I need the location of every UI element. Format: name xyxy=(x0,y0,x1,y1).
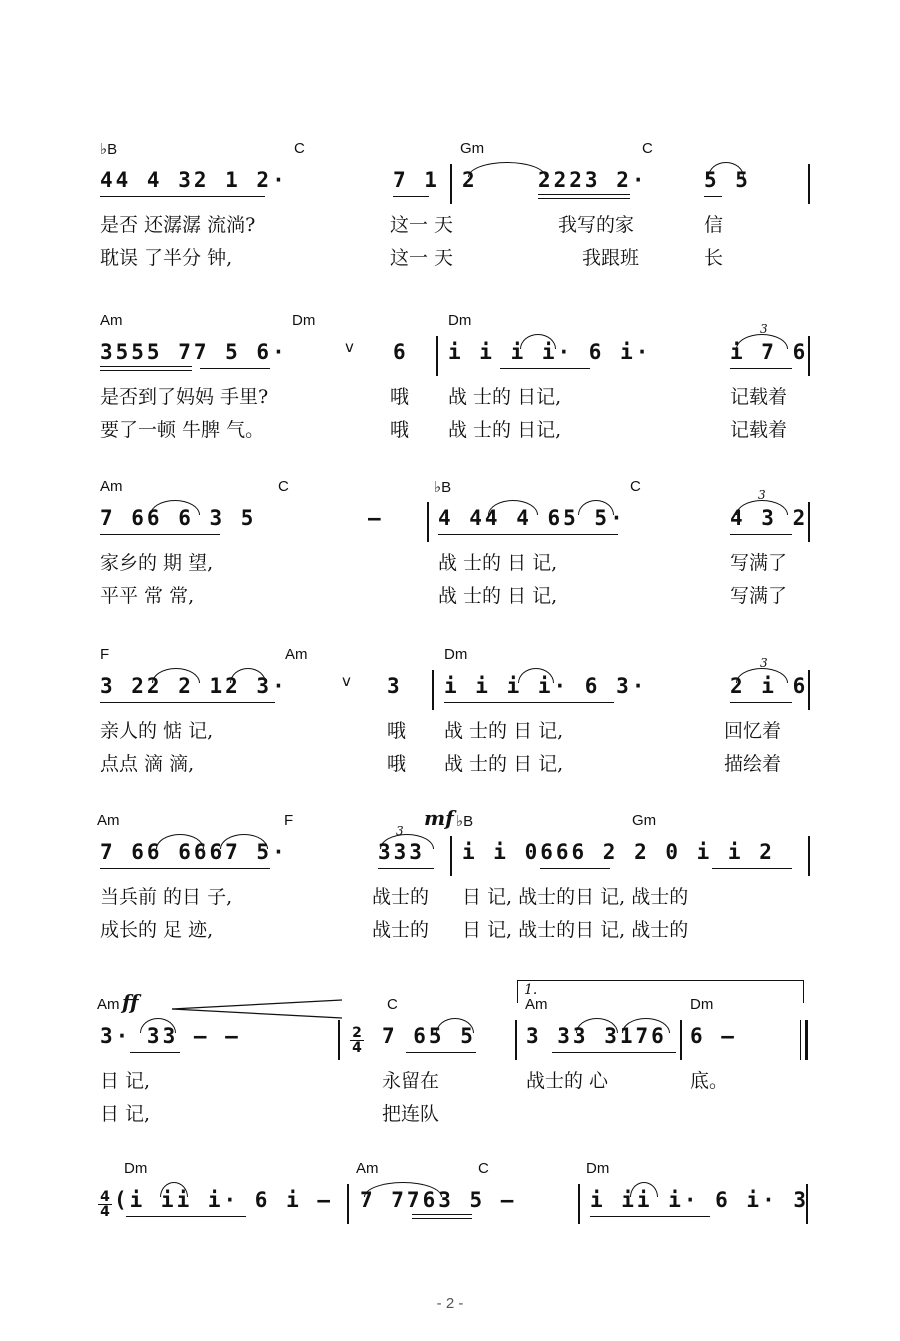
notation-segment: 7 1 xyxy=(393,168,440,192)
tie-slur xyxy=(364,1182,442,1197)
bar-line xyxy=(338,1020,340,1060)
lyric-line-1: 回忆着 xyxy=(724,720,782,742)
chord-label: Dm xyxy=(444,646,468,663)
underline-beam xyxy=(130,1052,180,1053)
bar-line xyxy=(427,502,429,542)
tie-slur xyxy=(220,834,268,849)
tie-slur xyxy=(488,500,538,515)
bar-line xyxy=(436,336,438,376)
triplet-mark: 3 xyxy=(760,656,768,670)
notation-segment: 3555 77 5 6· xyxy=(100,340,288,364)
notation-segment: 6 – xyxy=(690,1024,737,1048)
tie-slur xyxy=(468,162,546,177)
tie-slur xyxy=(140,1018,176,1033)
underline-beam xyxy=(438,534,618,535)
time-signature-bottom: 4 xyxy=(352,1040,362,1056)
bar-line xyxy=(450,836,452,876)
tie-slur xyxy=(736,500,788,515)
breath-mark: v xyxy=(342,672,351,690)
notation-segment: i i i i· 6 3· xyxy=(444,674,648,698)
lyric-line-2: 把连队 xyxy=(382,1103,440,1125)
music-system-4 xyxy=(0,646,900,806)
notation-segment: 2223 2· xyxy=(538,168,648,192)
lyric-line-1: 是否到了妈妈 手里? xyxy=(100,386,269,408)
chord-label: Am xyxy=(100,478,123,495)
lyric-line-2: 点点 滴 滴, xyxy=(100,753,195,775)
lyric-line-2: 成长的 足 迹, xyxy=(100,919,214,941)
notation-segment: 7 66 6 3 5 xyxy=(100,506,257,530)
tie-slur xyxy=(708,162,744,177)
underline-beam xyxy=(704,196,722,197)
notation-segment: – xyxy=(368,506,384,530)
chord-label: Am xyxy=(97,996,120,1013)
lyric-line-1: 战 士的 日 记, xyxy=(444,720,564,742)
notation-segment: (i ii i· 6 i – xyxy=(114,1188,334,1212)
bar-line xyxy=(808,836,810,876)
chord-label: C xyxy=(294,140,305,157)
lyric-line-2: 哦 xyxy=(390,419,410,441)
dynamic-marking: mf xyxy=(424,806,454,830)
underline-beam xyxy=(730,534,792,535)
breath-mark: v xyxy=(345,338,354,356)
notation-segment: 7 66 6667 5· xyxy=(100,840,288,864)
lyric-line-2: 哦 xyxy=(387,753,407,775)
underline-beam xyxy=(730,702,792,703)
final-barline xyxy=(800,1020,808,1060)
lyric-line-2: 战士的 xyxy=(372,919,430,941)
underline-beam xyxy=(200,368,270,369)
chord-label: ♭B xyxy=(100,141,118,158)
underline-beam xyxy=(126,1216,246,1217)
bar-line xyxy=(808,502,810,542)
dynamic-marking: ff xyxy=(122,990,139,1014)
notation-segment: 5 5 xyxy=(704,168,751,192)
chord-label: Dm xyxy=(448,312,472,329)
tie-slur xyxy=(736,668,788,683)
underline-beam xyxy=(538,194,630,199)
page-number: - 2 - xyxy=(436,1295,464,1312)
lyric-line-1: 战 士的 日记, xyxy=(448,386,562,408)
bar-line xyxy=(578,1184,580,1224)
chord-label: Am xyxy=(97,812,120,829)
lyric-line-1: 写满了 xyxy=(730,552,788,574)
chord-label: Gm xyxy=(460,140,485,157)
bar-line xyxy=(450,164,452,204)
lyric-line-1: 日 记, 战士的日 记, 战士的 xyxy=(462,886,689,908)
time-signature-top: 4 xyxy=(100,1189,110,1205)
lyric-line-2: 耽误 了半分 钟, xyxy=(100,247,233,269)
underline-beam xyxy=(730,368,792,369)
chord-label: Dm xyxy=(690,996,714,1013)
volta-bracket xyxy=(517,980,804,1003)
tie-slur xyxy=(230,668,266,683)
underline-beam xyxy=(378,868,434,869)
underline-beam xyxy=(540,868,610,869)
notation-segment: i ii i· 6 i· 3 xyxy=(590,1188,810,1212)
lyric-line-2: 我跟班 xyxy=(582,247,640,269)
bar-line xyxy=(808,336,810,376)
notation-segment: 3 xyxy=(387,674,403,698)
crescendo-hairpin xyxy=(172,998,344,1020)
tie-slur xyxy=(520,334,556,349)
tie-slur xyxy=(518,668,554,683)
tie-slur xyxy=(736,334,788,349)
lyric-line-1: 亲人的 惦 记, xyxy=(100,720,214,742)
underline-beam xyxy=(552,1052,676,1053)
music-system-2 xyxy=(0,312,900,472)
tie-slur xyxy=(150,500,200,515)
lyric-line-2: 战 士的 日记, xyxy=(448,419,562,441)
lyric-line-2: 战 士的 日 记, xyxy=(438,585,558,607)
tie-slur xyxy=(156,834,204,849)
lyric-line-2: 描绘着 xyxy=(724,753,782,775)
lyric-line-1: 这一 天 xyxy=(390,214,454,236)
chord-label: F xyxy=(284,812,294,829)
bar-line xyxy=(515,1020,517,1060)
lyric-line-2: 长 xyxy=(704,247,724,269)
notation-segment: 7 65 5 xyxy=(382,1024,476,1048)
chord-label: Am xyxy=(285,646,308,663)
chord-label: Dm xyxy=(586,1160,610,1177)
lyric-line-1: 哦 xyxy=(390,386,410,408)
chord-label: ♭B xyxy=(456,813,474,830)
underline-beam xyxy=(100,534,220,535)
lyric-line-1: 战士的 xyxy=(372,886,430,908)
bar-line xyxy=(680,1020,682,1060)
lyric-line-2: 要了一顿 牛脾 气。 xyxy=(100,419,265,441)
lyric-line-2: 日 记, xyxy=(100,1103,151,1125)
time-signature xyxy=(350,1026,364,1055)
lyric-line-2: 写满了 xyxy=(730,585,788,607)
notation-segment: 44 4 32 1 2· xyxy=(100,168,288,192)
chord-label: Dm xyxy=(292,312,316,329)
lyric-line-1: 战 士的 日 记, xyxy=(438,552,558,574)
tie-slur xyxy=(622,1018,670,1033)
chord-label: C xyxy=(478,1160,489,1177)
chord-label: Am xyxy=(356,1160,379,1177)
bar-line xyxy=(808,164,810,204)
volta-label: 1. xyxy=(524,982,538,998)
notation-segment: i i i i· 6 i· xyxy=(448,340,652,364)
chord-label: C xyxy=(387,996,398,1013)
tie-slur xyxy=(380,834,434,849)
time-signature-bottom: 4 xyxy=(100,1204,110,1220)
lyric-line-1: 日 记, xyxy=(100,1070,151,1092)
music-system-3 xyxy=(0,478,900,638)
lyric-line-1: 家乡的 期 望, xyxy=(100,552,214,574)
lyric-line-2: 这一 天 xyxy=(390,247,454,269)
underline-beam xyxy=(100,868,270,869)
lyric-line-1: 哦 xyxy=(387,720,407,742)
tie-slur xyxy=(152,668,200,683)
tie-slur xyxy=(160,1182,188,1197)
notation-segment: 3· 33 – – xyxy=(100,1024,241,1048)
chord-label: Gm xyxy=(632,812,657,829)
music-system-1 xyxy=(0,140,900,300)
notation-segment: 4 44 4 65 5· xyxy=(438,506,626,530)
underline-beam xyxy=(412,1214,472,1219)
chord-label: C xyxy=(278,478,289,495)
tie-slur xyxy=(576,1018,618,1033)
bar-line xyxy=(432,670,434,710)
lyric-line-2: 日 记, 战士的日 记, 战士的 xyxy=(462,919,689,941)
notation-segment: 7 7763 5 – xyxy=(360,1188,517,1212)
lyric-line-1: 信 xyxy=(704,214,724,236)
lyric-line-2: 记载着 xyxy=(730,419,788,441)
chord-label: F xyxy=(100,646,110,663)
underline-beam xyxy=(406,1052,476,1053)
notation-segment: i i 0666 2 2 0 i i 2 xyxy=(462,840,775,864)
lyric-line-1: 我写的家 xyxy=(558,214,635,236)
notation-segment: 2 i 6 xyxy=(730,674,809,698)
underline-beam xyxy=(500,368,590,369)
triplet-mark: 3 xyxy=(758,488,766,502)
underline-beam xyxy=(712,868,792,869)
lyric-line-1: 战士的 心 xyxy=(526,1070,609,1092)
underline-beam xyxy=(444,702,614,703)
chord-label: Am xyxy=(525,996,548,1013)
lyric-line-1: 记载着 xyxy=(730,386,788,408)
chord-label: Am xyxy=(100,312,123,329)
time-signature xyxy=(98,1190,112,1219)
triplet-mark: 3 xyxy=(396,824,404,838)
notation-segment: 2 xyxy=(462,168,478,192)
underline-beam xyxy=(393,196,429,197)
underline-beam xyxy=(100,366,192,371)
chord-label: ♭B xyxy=(434,479,452,496)
tie-slur xyxy=(578,500,614,515)
chord-label: C xyxy=(630,478,641,495)
chord-label: C xyxy=(642,140,653,157)
tie-slur xyxy=(630,1182,658,1197)
time-signature-top: 2 xyxy=(352,1025,362,1041)
notation-segment: 6 xyxy=(393,340,409,364)
lyric-line-1: 是否 还潺潺 流淌? xyxy=(100,214,256,236)
lyric-line-1: 底。 xyxy=(690,1070,729,1092)
notation-segment: 4 3 2 xyxy=(730,506,809,530)
chord-label: Dm xyxy=(124,1160,148,1177)
bar-line xyxy=(347,1184,349,1224)
lyric-line-2: 平平 常 常, xyxy=(100,585,195,607)
music-system-5 xyxy=(0,806,900,972)
underline-beam xyxy=(100,702,275,703)
notation-segment: i 7 6 xyxy=(730,340,809,364)
notation-segment: 3 22 2 12 3· xyxy=(100,674,288,698)
notation-segment: 3 33 3176 xyxy=(526,1024,667,1048)
underline-beam xyxy=(590,1216,710,1217)
lyric-line-2: 战 士的 日 记, xyxy=(444,753,564,775)
tie-slur xyxy=(436,1018,474,1033)
bar-line xyxy=(808,670,810,710)
notation-segment: 333 xyxy=(378,840,425,864)
triplet-mark: 3 xyxy=(760,322,768,336)
music-system-6 xyxy=(0,982,900,1156)
bar-line xyxy=(806,1184,808,1224)
lyric-line-1: 永留在 xyxy=(382,1070,440,1092)
underline-beam xyxy=(100,196,265,197)
lyric-line-1: 当兵前 的日 子, xyxy=(100,886,233,908)
